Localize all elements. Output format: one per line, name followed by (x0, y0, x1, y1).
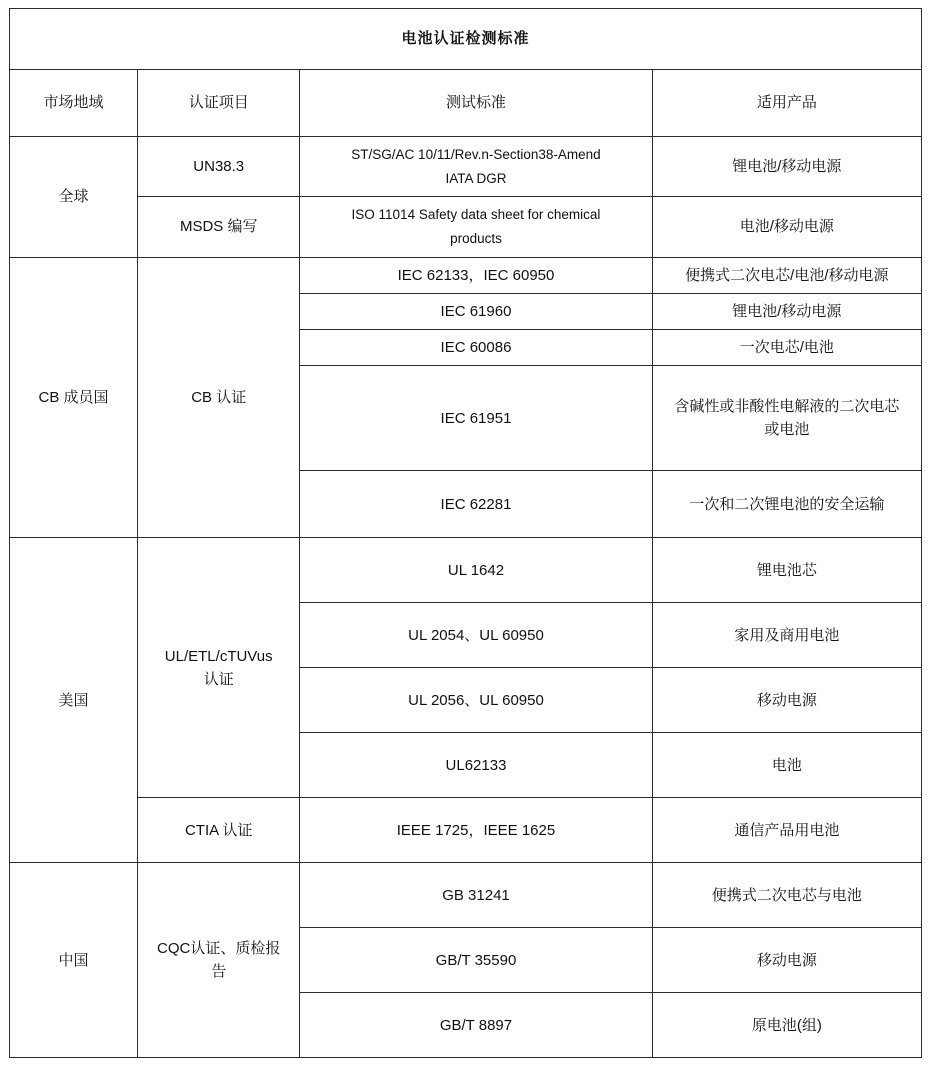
product-cell: 一次和二次锂电池的安全运输 (652, 471, 921, 538)
standard-cell: IEC 60086 (300, 330, 652, 366)
standard-line: ISO 11014 Safety data sheet for chemical (351, 207, 601, 223)
column-header-product: 适用产品 (652, 70, 921, 137)
region-cell-global: 全球 (10, 137, 138, 258)
project-line: CQC认证、质检报 (157, 940, 281, 957)
region-cell-usa: 美国 (10, 538, 138, 863)
table-row (10, 863, 922, 928)
table-row (10, 257, 922, 293)
standard-line: ST/SG/AC 10/11/Rev.n-Section38-Amend (351, 147, 601, 162)
standard-cell: IEC 62281 (300, 471, 652, 538)
product-cell: 电池 (652, 733, 921, 798)
standard-cell: GB/T 35590 (300, 928, 652, 993)
table-row (10, 197, 922, 257)
project-cell-ul (138, 538, 300, 798)
product-cell: 电池/移动电源 (652, 197, 921, 257)
table-row (10, 798, 922, 863)
table-title-row (10, 9, 922, 70)
product-cell: 锂电池芯 (652, 538, 921, 603)
product-cell: 通信产品用电池 (652, 798, 921, 863)
product-line: 或电池 (764, 421, 810, 439)
standard-cell: UL 2054、UL 60950 (300, 603, 652, 668)
product-cell: 便携式二次电芯/电池/移动电源 (652, 257, 921, 293)
product-cell: 便携式二次电芯与电池 (652, 863, 921, 928)
page-title: 电池认证检测标准 (10, 9, 922, 70)
project-cell-cb: CB 认证 (138, 257, 300, 538)
project-line: 认证 (203, 670, 234, 688)
product-cell (652, 366, 921, 471)
product-line: 含碱性或非酸性电解液的二次电芯 (674, 398, 900, 415)
standard-cell: IEC 61951 (300, 366, 652, 471)
region-cell-cb: CB 成员国 (10, 257, 138, 538)
table-row (10, 137, 922, 197)
standard-line: products (450, 230, 502, 246)
standard-cell: IEC 62133，IEC 60950 (300, 257, 652, 293)
standard-cell: UL 1642 (300, 538, 652, 603)
product-cell: 锂电池/移动电源 (652, 293, 921, 329)
certification-standards-table (9, 8, 922, 1058)
standard-cell: GB 31241 (300, 863, 652, 928)
standard-cell (300, 137, 652, 197)
product-cell: 锂电池/移动电源 (652, 137, 921, 197)
standard-cell: IEEE 1725，IEEE 1625 (300, 798, 652, 863)
project-cell-cqc (138, 863, 300, 1058)
standard-cell: IEC 61960 (300, 293, 652, 329)
project-cell-msds: MSDS 编写 (138, 197, 300, 257)
product-cell: 家用及商用电池 (652, 603, 921, 668)
standard-cell: UL 2056、UL 60950 (300, 668, 652, 733)
region-cell-china: 中国 (10, 863, 138, 1058)
column-header-project: 认证项目 (138, 70, 300, 137)
column-header-standard: 测试标准 (300, 70, 652, 137)
standard-cell: UL62133 (300, 733, 652, 798)
table-row (10, 538, 922, 603)
project-line: UL/ETL/cTUVus (164, 647, 273, 665)
project-cell-un383: UN38.3 (138, 137, 300, 197)
product-cell: 移动电源 (652, 928, 921, 993)
table-header-row (10, 70, 922, 137)
standard-cell: GB/T 8897 (300, 993, 652, 1058)
product-cell: 移动电源 (652, 668, 921, 733)
standard-line: IATA DGR (445, 170, 507, 186)
product-cell: 一次电芯/电池 (652, 330, 921, 366)
product-cell: 原电池(组) (652, 993, 921, 1058)
project-cell-ctia: CTIA 认证 (138, 798, 300, 863)
column-header-region: 市场地域 (10, 70, 138, 137)
standard-cell (300, 197, 652, 257)
project-line: 告 (211, 963, 227, 981)
